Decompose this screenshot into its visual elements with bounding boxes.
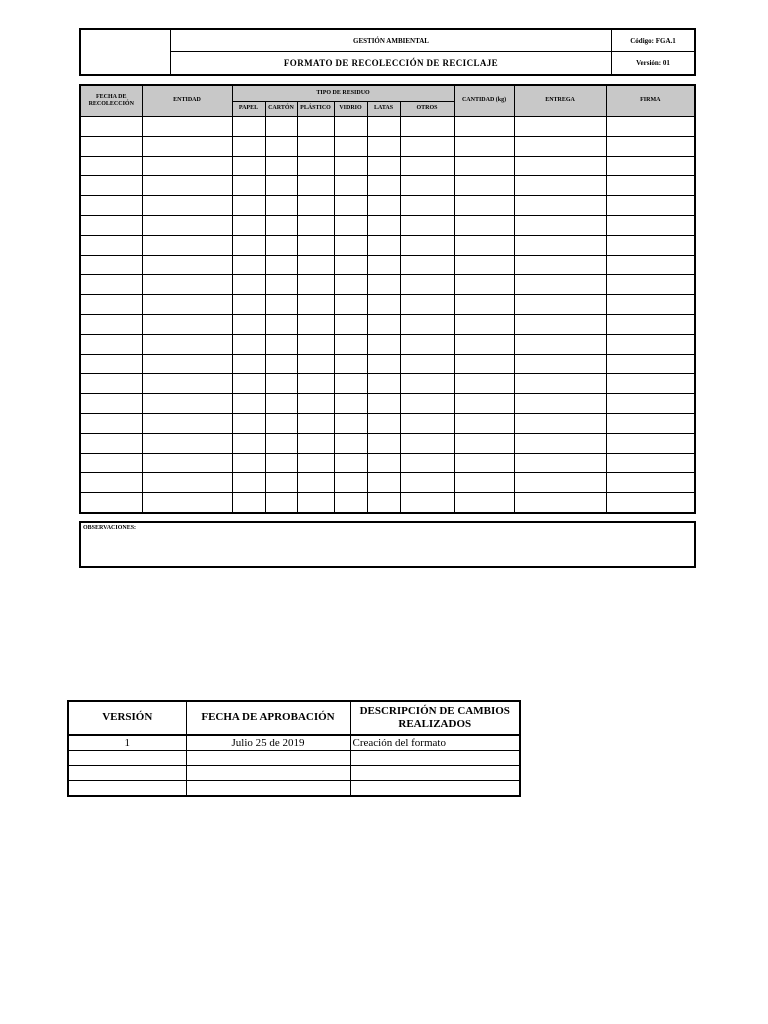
header-tipo-residuo: TIPO DE RESIDUO bbox=[232, 85, 454, 102]
table-cell[interactable] bbox=[142, 255, 232, 275]
table-cell[interactable] bbox=[232, 334, 265, 354]
table-cell[interactable] bbox=[80, 136, 142, 156]
table-row bbox=[80, 453, 695, 473]
table-cell[interactable] bbox=[265, 176, 297, 196]
table-cell[interactable] bbox=[334, 493, 367, 513]
table-row bbox=[80, 334, 695, 354]
table-cell[interactable] bbox=[514, 117, 606, 137]
table-cell[interactable] bbox=[232, 255, 265, 275]
table-cell[interactable] bbox=[232, 453, 265, 473]
table-cell[interactable] bbox=[514, 295, 606, 315]
table-cell[interactable] bbox=[514, 136, 606, 156]
table-cell[interactable] bbox=[454, 334, 514, 354]
logo-cell bbox=[80, 29, 171, 75]
table-cell[interactable] bbox=[297, 235, 334, 255]
table-cell[interactable] bbox=[514, 334, 606, 354]
table-cell[interactable] bbox=[454, 413, 514, 433]
table-cell[interactable] bbox=[80, 314, 142, 334]
table-row bbox=[80, 473, 695, 493]
table-cell[interactable] bbox=[265, 156, 297, 176]
table-cell[interactable] bbox=[265, 235, 297, 255]
table-cell[interactable] bbox=[80, 215, 142, 235]
table-cell[interactable] bbox=[297, 433, 334, 453]
table-cell[interactable] bbox=[514, 374, 606, 394]
form-title: FORMATO DE RECOLECCIÓN DE RECICLAJE bbox=[171, 52, 612, 76]
table-cell[interactable] bbox=[297, 334, 334, 354]
table-cell[interactable] bbox=[400, 275, 454, 295]
table-row bbox=[80, 374, 695, 394]
table-cell[interactable] bbox=[80, 275, 142, 295]
table-cell[interactable] bbox=[606, 493, 695, 513]
table-cell[interactable] bbox=[232, 295, 265, 315]
table-cell[interactable] bbox=[400, 295, 454, 315]
table-row bbox=[80, 493, 695, 513]
table-cell[interactable] bbox=[142, 176, 232, 196]
table-cell[interactable] bbox=[367, 354, 400, 374]
table-cell[interactable] bbox=[367, 314, 400, 334]
table-cell[interactable] bbox=[142, 374, 232, 394]
table-cell[interactable] bbox=[297, 314, 334, 334]
table-cell[interactable] bbox=[334, 215, 367, 235]
table-cell[interactable] bbox=[367, 334, 400, 354]
table-cell[interactable] bbox=[334, 255, 367, 275]
table-cell[interactable] bbox=[142, 295, 232, 315]
table-cell[interactable] bbox=[142, 493, 232, 513]
table-cell[interactable] bbox=[334, 314, 367, 334]
version-history-table bbox=[67, 700, 521, 797]
table-cell[interactable] bbox=[265, 314, 297, 334]
table-cell[interactable] bbox=[265, 136, 297, 156]
table-cell[interactable] bbox=[80, 255, 142, 275]
table-cell[interactable] bbox=[514, 314, 606, 334]
table-cell[interactable] bbox=[606, 453, 695, 473]
table-cell[interactable] bbox=[606, 295, 695, 315]
version-cell bbox=[68, 751, 186, 766]
table-cell[interactable] bbox=[232, 215, 265, 235]
table-cell[interactable] bbox=[297, 156, 334, 176]
table-cell[interactable] bbox=[80, 354, 142, 374]
table-cell[interactable] bbox=[334, 394, 367, 414]
table-cell[interactable] bbox=[400, 453, 454, 473]
table-cell[interactable] bbox=[265, 354, 297, 374]
table-cell[interactable] bbox=[400, 196, 454, 216]
table-cell[interactable] bbox=[606, 334, 695, 354]
header-version: Versión: 01 bbox=[612, 52, 696, 76]
table-cell[interactable] bbox=[142, 314, 232, 334]
table-row bbox=[80, 156, 695, 176]
version-row bbox=[68, 766, 520, 781]
table-cell[interactable] bbox=[400, 156, 454, 176]
table-cell[interactable] bbox=[80, 473, 142, 493]
table-cell[interactable] bbox=[514, 275, 606, 295]
table-cell[interactable] bbox=[232, 473, 265, 493]
table-cell[interactable] bbox=[334, 117, 367, 137]
table-cell[interactable] bbox=[606, 255, 695, 275]
table-cell[interactable] bbox=[454, 314, 514, 334]
table-cell[interactable] bbox=[454, 374, 514, 394]
table-cell[interactable] bbox=[265, 453, 297, 473]
header-descripcion: DESCRIPCIÓN DE CAMBIOS REALIZADOS bbox=[350, 701, 520, 735]
table-cell[interactable] bbox=[265, 295, 297, 315]
table-cell[interactable] bbox=[80, 176, 142, 196]
table-cell[interactable] bbox=[142, 394, 232, 414]
table-cell[interactable] bbox=[454, 493, 514, 513]
table-cell[interactable] bbox=[232, 136, 265, 156]
table-cell[interactable] bbox=[606, 354, 695, 374]
fecha-cell bbox=[186, 781, 350, 797]
table-cell[interactable] bbox=[80, 334, 142, 354]
table-row bbox=[80, 117, 695, 137]
collection-rows bbox=[80, 117, 695, 513]
table-cell[interactable] bbox=[454, 394, 514, 414]
version-rows bbox=[68, 735, 520, 796]
table-cell[interactable] bbox=[80, 394, 142, 414]
table-cell[interactable] bbox=[514, 156, 606, 176]
table-cell[interactable] bbox=[232, 196, 265, 216]
table-row bbox=[80, 433, 695, 453]
descripcion-cell bbox=[350, 781, 520, 797]
table-cell[interactable] bbox=[265, 413, 297, 433]
table-cell[interactable] bbox=[297, 453, 334, 473]
table-cell[interactable] bbox=[297, 473, 334, 493]
table-cell[interactable] bbox=[400, 255, 454, 275]
table-cell[interactable] bbox=[367, 176, 400, 196]
table-cell[interactable] bbox=[142, 215, 232, 235]
table-cell[interactable] bbox=[80, 413, 142, 433]
table-row bbox=[80, 354, 695, 374]
table-cell[interactable] bbox=[367, 235, 400, 255]
table-cell[interactable] bbox=[297, 413, 334, 433]
table-cell[interactable] bbox=[142, 473, 232, 493]
header-entidad: ENTIDAD bbox=[142, 85, 232, 117]
table-cell[interactable] bbox=[80, 374, 142, 394]
table-cell[interactable] bbox=[80, 117, 142, 137]
version-cell bbox=[68, 766, 186, 781]
table-row bbox=[80, 255, 695, 275]
table-cell[interactable] bbox=[297, 493, 334, 513]
table-cell[interactable] bbox=[265, 374, 297, 394]
table-row bbox=[80, 196, 695, 216]
table-cell[interactable] bbox=[265, 117, 297, 137]
table-cell[interactable] bbox=[297, 136, 334, 156]
table-cell[interactable] bbox=[367, 493, 400, 513]
table-cell[interactable] bbox=[265, 334, 297, 354]
table-cell[interactable] bbox=[142, 136, 232, 156]
table-cell[interactable] bbox=[232, 117, 265, 137]
table-cell[interactable] bbox=[142, 354, 232, 374]
table-cell[interactable] bbox=[367, 413, 400, 433]
table-cell[interactable] bbox=[297, 275, 334, 295]
table-cell[interactable] bbox=[142, 413, 232, 433]
table-cell[interactable] bbox=[606, 215, 695, 235]
table-cell[interactable] bbox=[142, 196, 232, 216]
header-fecha-aprobacion: FECHA DE APROBACIÓN bbox=[186, 701, 350, 735]
table-cell[interactable] bbox=[514, 493, 606, 513]
table-cell[interactable] bbox=[334, 354, 367, 374]
descripcion-cell bbox=[350, 766, 520, 781]
version-cell: 1 bbox=[68, 735, 186, 751]
table-cell[interactable] bbox=[297, 215, 334, 235]
table-cell[interactable] bbox=[297, 196, 334, 216]
table-cell[interactable] bbox=[334, 196, 367, 216]
header-carton: CARTÓN bbox=[265, 102, 297, 117]
table-cell[interactable] bbox=[265, 473, 297, 493]
table-cell[interactable] bbox=[232, 374, 265, 394]
table-cell[interactable] bbox=[454, 215, 514, 235]
table-cell[interactable] bbox=[367, 275, 400, 295]
table-cell[interactable] bbox=[297, 176, 334, 196]
table-cell[interactable] bbox=[265, 433, 297, 453]
table-cell[interactable] bbox=[514, 473, 606, 493]
table-row bbox=[80, 215, 695, 235]
table-cell[interactable] bbox=[80, 156, 142, 176]
table-cell[interactable] bbox=[514, 433, 606, 453]
table-cell[interactable] bbox=[334, 433, 367, 453]
table-cell[interactable] bbox=[142, 453, 232, 473]
table-row bbox=[80, 275, 695, 295]
table-cell[interactable] bbox=[400, 374, 454, 394]
table-cell[interactable] bbox=[297, 255, 334, 275]
table-cell[interactable] bbox=[514, 354, 606, 374]
table-cell[interactable] bbox=[265, 275, 297, 295]
table-cell[interactable] bbox=[297, 117, 334, 137]
table-row bbox=[80, 295, 695, 315]
header-area: GESTIÓN AMBIENTAL bbox=[171, 29, 612, 52]
table-cell[interactable] bbox=[514, 235, 606, 255]
table-cell[interactable] bbox=[367, 295, 400, 315]
table-cell[interactable] bbox=[606, 314, 695, 334]
table-cell[interactable] bbox=[232, 354, 265, 374]
version-row bbox=[68, 735, 520, 751]
table-cell[interactable] bbox=[606, 413, 695, 433]
table-cell[interactable] bbox=[454, 255, 514, 275]
table-cell[interactable] bbox=[400, 117, 454, 137]
table-cell[interactable] bbox=[514, 394, 606, 414]
table-cell[interactable] bbox=[232, 493, 265, 513]
table-cell[interactable] bbox=[265, 255, 297, 275]
table-row bbox=[80, 235, 695, 255]
table-cell[interactable] bbox=[334, 275, 367, 295]
table-cell[interactable] bbox=[367, 196, 400, 216]
table-cell[interactable] bbox=[142, 275, 232, 295]
table-cell[interactable] bbox=[232, 235, 265, 255]
table-cell[interactable] bbox=[334, 156, 367, 176]
table-cell[interactable] bbox=[454, 473, 514, 493]
table-cell[interactable] bbox=[80, 493, 142, 513]
header-latas: LATAS bbox=[367, 102, 400, 117]
table-cell[interactable] bbox=[454, 117, 514, 137]
table-cell[interactable] bbox=[80, 453, 142, 473]
table-cell[interactable] bbox=[367, 255, 400, 275]
table-cell[interactable] bbox=[80, 295, 142, 315]
table-cell[interactable] bbox=[265, 196, 297, 216]
header-plastico: PLÁSTICO bbox=[297, 102, 334, 117]
table-cell[interactable] bbox=[514, 255, 606, 275]
table-cell[interactable] bbox=[297, 295, 334, 315]
table-cell[interactable] bbox=[400, 473, 454, 493]
table-cell[interactable] bbox=[514, 196, 606, 216]
table-cell[interactable] bbox=[80, 196, 142, 216]
table-cell[interactable] bbox=[400, 176, 454, 196]
observaciones-label: OBSERVACIONES: bbox=[83, 525, 137, 531]
table-cell[interactable] bbox=[400, 433, 454, 453]
version-row bbox=[68, 781, 520, 797]
table-cell[interactable] bbox=[367, 453, 400, 473]
table-cell[interactable] bbox=[400, 215, 454, 235]
table-cell[interactable] bbox=[367, 117, 400, 137]
table-cell[interactable] bbox=[232, 275, 265, 295]
descripcion-cell bbox=[350, 751, 520, 766]
table-cell[interactable] bbox=[367, 215, 400, 235]
descripcion-cell: Creación del formato bbox=[350, 735, 520, 751]
table-cell[interactable] bbox=[367, 136, 400, 156]
table-cell[interactable] bbox=[400, 394, 454, 414]
table-cell[interactable] bbox=[142, 156, 232, 176]
table-cell[interactable] bbox=[606, 473, 695, 493]
table-cell[interactable] bbox=[232, 433, 265, 453]
table-cell[interactable] bbox=[454, 433, 514, 453]
table-cell[interactable] bbox=[297, 354, 334, 374]
header-version: VERSIÓN bbox=[68, 701, 186, 735]
table-row bbox=[80, 136, 695, 156]
table-cell[interactable] bbox=[297, 374, 334, 394]
table-cell[interactable] bbox=[606, 374, 695, 394]
version-row bbox=[68, 751, 520, 766]
fecha-cell bbox=[186, 751, 350, 766]
header-otros: OTROS bbox=[400, 102, 454, 117]
fecha-cell bbox=[186, 766, 350, 781]
table-cell[interactable] bbox=[454, 235, 514, 255]
table-cell[interactable] bbox=[606, 136, 695, 156]
table-cell[interactable] bbox=[142, 235, 232, 255]
table-cell[interactable] bbox=[606, 176, 695, 196]
table-cell[interactable] bbox=[232, 413, 265, 433]
table-cell[interactable] bbox=[514, 176, 606, 196]
table-cell[interactable] bbox=[606, 433, 695, 453]
table-cell[interactable] bbox=[454, 354, 514, 374]
table-cell[interactable] bbox=[367, 374, 400, 394]
table-cell[interactable] bbox=[367, 394, 400, 414]
header-cantidad: CANTIDAD (kg) bbox=[454, 85, 514, 117]
table-cell[interactable] bbox=[606, 196, 695, 216]
table-cell[interactable] bbox=[80, 433, 142, 453]
table-cell[interactable] bbox=[454, 295, 514, 315]
table-cell[interactable] bbox=[400, 413, 454, 433]
table-cell[interactable] bbox=[400, 334, 454, 354]
table-cell[interactable] bbox=[514, 215, 606, 235]
table-cell[interactable] bbox=[334, 295, 367, 315]
table-cell[interactable] bbox=[400, 493, 454, 513]
table-cell[interactable] bbox=[142, 433, 232, 453]
table-row bbox=[80, 176, 695, 196]
table-cell[interactable] bbox=[606, 117, 695, 137]
table-cell[interactable] bbox=[334, 413, 367, 433]
table-cell[interactable] bbox=[142, 334, 232, 354]
table-cell[interactable] bbox=[232, 176, 265, 196]
table-cell[interactable] bbox=[454, 275, 514, 295]
form-header bbox=[79, 28, 696, 76]
table-cell[interactable] bbox=[80, 235, 142, 255]
table-cell[interactable] bbox=[606, 235, 695, 255]
fecha-cell: Julio 25 de 2019 bbox=[186, 735, 350, 751]
table-cell[interactable] bbox=[454, 156, 514, 176]
header-code: Código: FGA.1 bbox=[612, 29, 696, 52]
table-cell[interactable] bbox=[367, 433, 400, 453]
table-cell[interactable] bbox=[454, 176, 514, 196]
collection-table bbox=[79, 84, 696, 514]
table-cell[interactable] bbox=[400, 136, 454, 156]
table-cell[interactable] bbox=[142, 117, 232, 137]
table-cell[interactable] bbox=[400, 235, 454, 255]
table-cell[interactable] bbox=[454, 453, 514, 473]
table-cell[interactable] bbox=[606, 275, 695, 295]
table-cell[interactable] bbox=[334, 235, 367, 255]
header-entrega: ENTREGA bbox=[514, 85, 606, 117]
table-cell[interactable] bbox=[297, 394, 334, 414]
table-cell[interactable] bbox=[334, 473, 367, 493]
table-cell[interactable] bbox=[334, 334, 367, 354]
table-cell[interactable] bbox=[454, 136, 514, 156]
table-row bbox=[80, 394, 695, 414]
header-papel: PAPEL bbox=[232, 102, 265, 117]
table-row bbox=[80, 314, 695, 334]
table-cell[interactable] bbox=[367, 473, 400, 493]
table-cell[interactable] bbox=[514, 413, 606, 433]
table-cell[interactable] bbox=[606, 394, 695, 414]
table-cell[interactable] bbox=[367, 156, 400, 176]
table-cell[interactable] bbox=[606, 156, 695, 176]
header-vidrio: VIDRIO bbox=[334, 102, 367, 117]
table-cell[interactable] bbox=[454, 196, 514, 216]
table-cell[interactable] bbox=[265, 394, 297, 414]
header-firma: FIRMA bbox=[606, 85, 695, 117]
table-cell[interactable] bbox=[400, 354, 454, 374]
observaciones-box[interactable] bbox=[79, 521, 696, 568]
table-cell[interactable] bbox=[400, 314, 454, 334]
table-cell[interactable] bbox=[265, 215, 297, 235]
version-cell bbox=[68, 781, 186, 797]
table-cell[interactable] bbox=[334, 136, 367, 156]
table-cell[interactable] bbox=[232, 156, 265, 176]
table-cell[interactable] bbox=[514, 453, 606, 473]
table-cell[interactable] bbox=[334, 176, 367, 196]
table-cell[interactable] bbox=[334, 374, 367, 394]
table-row bbox=[80, 413, 695, 433]
table-cell[interactable] bbox=[334, 453, 367, 473]
table-cell[interactable] bbox=[232, 394, 265, 414]
header-fecha: FECHA DE RECOLECCIÓN bbox=[80, 85, 142, 117]
table-cell[interactable] bbox=[232, 314, 265, 334]
table-cell[interactable] bbox=[265, 493, 297, 513]
